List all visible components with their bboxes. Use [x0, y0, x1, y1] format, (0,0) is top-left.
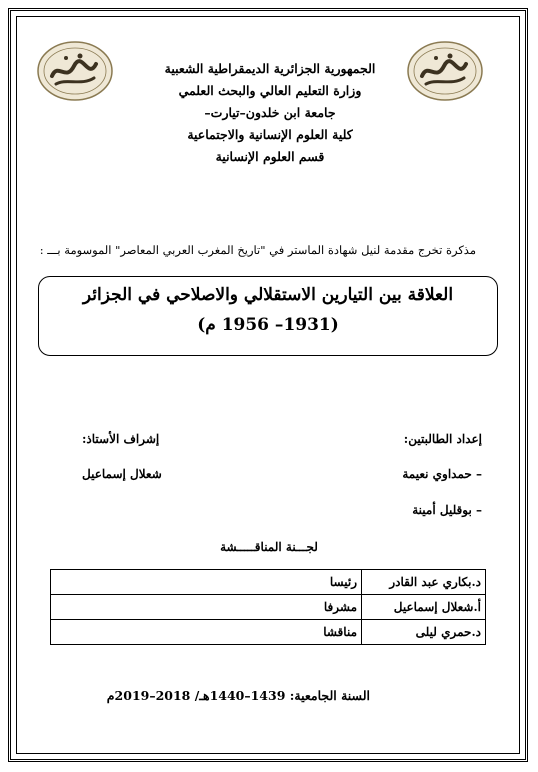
university-emblem-icon — [406, 40, 484, 102]
committee-title: لجـــنة المناقـــــشة — [220, 540, 318, 554]
committee-member-name: د.حمري ليلى — [362, 620, 486, 645]
header-line-faculty: كلية العلوم الإنسانية والاجتماعية — [187, 127, 353, 142]
supervision-label: إشراف الأستاذ: — [82, 432, 160, 446]
university-logo-right — [406, 40, 484, 102]
committee-member-name: د.بكاري عبد القادر — [362, 570, 486, 595]
header-line-ministry: وزارة التعليم العالي والبحث العلمي — [178, 83, 362, 98]
table-row — [51, 620, 486, 645]
student-name-1: – حمداوي نعيمة — [402, 467, 482, 481]
committee-member-role: رئيسا — [51, 570, 362, 595]
memo-description: مذكرة تخرج مقدمة لنيل شهادة الماستر في "تاريخ المغرب العربي المعاصر" الموسومة بـــ : — [39, 243, 476, 257]
thesis-years: (1931– 1956 م) — [197, 315, 339, 335]
student-name-2: – بوقليل أمينة — [412, 503, 482, 517]
academic-year: السنة الجامعية: 1439–1440هـ/ 2018–2019م — [106, 688, 370, 703]
table-row — [51, 570, 486, 595]
committee-member-role: مناقشا — [51, 620, 362, 645]
prepared-by-label: إعداد الطالبتين: — [403, 432, 482, 446]
institution-header — [130, 58, 410, 168]
header-line-republic: الجمهورية الجزائرية الديمقراطية الشعبية — [164, 61, 376, 76]
university-emblem-icon — [36, 40, 114, 102]
committee-member-name: أ.شعلال إسماعيل — [362, 595, 486, 620]
thesis-title-box — [38, 276, 498, 356]
header-line-university: جامعة ابن خلدون–تيارت– — [204, 105, 336, 120]
university-logo-left — [36, 40, 114, 102]
committee-table — [50, 569, 486, 645]
committee-member-role: مشرفا — [51, 595, 362, 620]
supervisor-name: شعلال إسماعيل — [82, 467, 162, 481]
thesis-title: العلاقة بين التيارين الاستقلالي والاصلاحي في الجزائر — [82, 285, 454, 305]
header-line-department: قسم العلوم الإنسانية — [215, 149, 325, 164]
table-row — [51, 595, 486, 620]
